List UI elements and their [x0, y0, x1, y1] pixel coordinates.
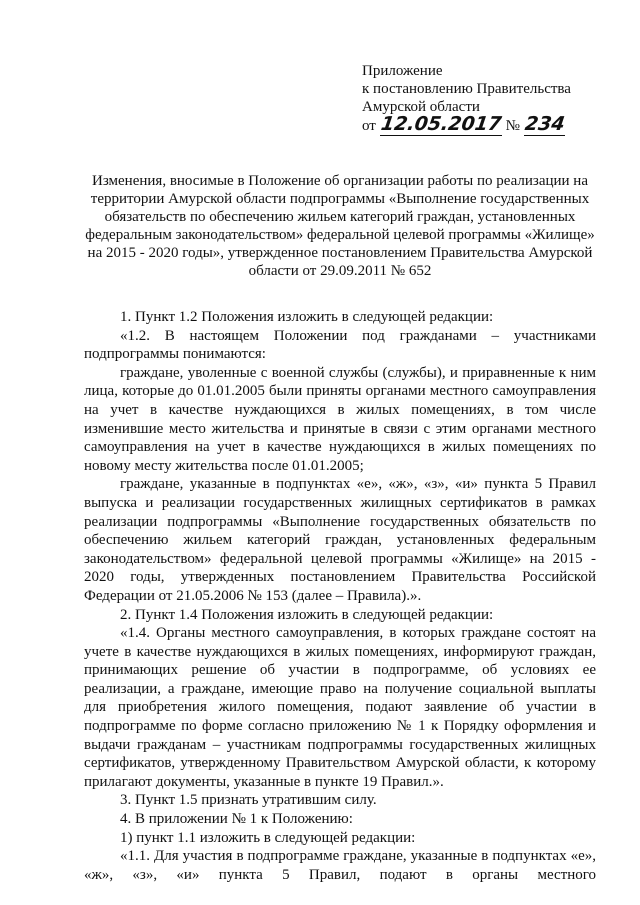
paragraph: граждане, уволенные с военной службы (службы), и приравненные к ним лица, которые до 01.01.2005 были приняты органами местного самоуправления на учет в качестве нуждающихся в жилых помещениях, в том числе изменившие место жительства и принятые в связи с этим органами местного самоуправления на учет в качестве нуждающихся в жилых помещениях по новому месту жительства после 01.01.2005;: [84, 364, 596, 474]
paragraph: 3. Пункт 1.5 признать утратившим силу.: [120, 792, 377, 809]
handwritten-number-field: [523, 113, 566, 136]
paragraph: «1.2. В настоящем Положении под гражданами – участниками подпрограммы понимаются:: [84, 327, 596, 363]
appendix-line-2: к постановлению Правительства: [362, 81, 571, 97]
from-label: от: [362, 118, 376, 134]
paragraph: 1. Пункт 1.2 Положения изложить в следующей редакции:: [120, 309, 494, 325]
appendix-header: [362, 62, 571, 136]
paragraph: 1) пункт 1.1 изложить в следующей редакции:: [120, 829, 416, 846]
handwritten-date-field: [379, 113, 503, 136]
paragraph: 2. Пункт 1.4 Положения изложить в следующей редакции:: [120, 606, 494, 623]
paragraph: «1.4. Органы местного самоуправления, в которых граждане состоят на учете в качестве нуждающихся в жилых помещениях, информируют граждан, принимающих решение об участии в подпрограмме, об условиях ее реализации, а граждане, имеющие право на получение социальной выплаты для приобретения жилого помещения, подают заявление об участии в подпрограмме по форме согласно приложению № 1 к Порядку оформления и выдачи гражданам – участникам подпрограммы государственных жилищных сертификатов, утвержденному Правительством Амурской области, к которому прилагают документы, указанные в пункте 19 Правил.».: [84, 625, 596, 790]
document-title: Изменения, вносимые в Положение об организации работы по реализации на территории Амурской области подпрограммы «Выполнение государственных обязательств по обеспечению жильем категорий граждан, установленных федеральным законодательством» федеральной целевой программы «Жилище» на 2015 - 2020 годы», утвержденное постановлением Правительства Амурской области от 29.09.2011 № 652: [85, 173, 595, 279]
appendix-date-row: [362, 113, 571, 136]
handwritten-number: 234: [523, 113, 566, 135]
paragraph: граждане, указанные в подпунктах «е», «ж», «з», «и» пункта 5 Правил выпуска и реализации государственных жилищных сертификатов в рамках реализации подпрограммы «Выполнение государственных обязательств по обеспечению жильем категорий граждан, установленных федеральным законодательством» федеральной целевой программы «Жилище» на 2015 - 2020 годы, утвержденных постановлением Правительства Российской Федерации от 21.05.2006 № 153 (далее – Правила).».: [84, 476, 596, 604]
appendix-line-3: Амурской области: [362, 99, 480, 115]
paragraph: 4. В приложении № 1 к Положению:: [120, 811, 353, 828]
paragraph: «1.1. Для участия в подпрограмме граждане, указанные в подпунктах «е», «ж», «з», «и» пункта 5 Правил, подают в органы местного: [84, 848, 596, 883]
number-label: №: [505, 118, 520, 134]
document-body: [84, 308, 596, 884]
appendix-line-1: Приложение: [362, 63, 443, 79]
handwritten-date: 12.05.2017: [379, 113, 503, 135]
